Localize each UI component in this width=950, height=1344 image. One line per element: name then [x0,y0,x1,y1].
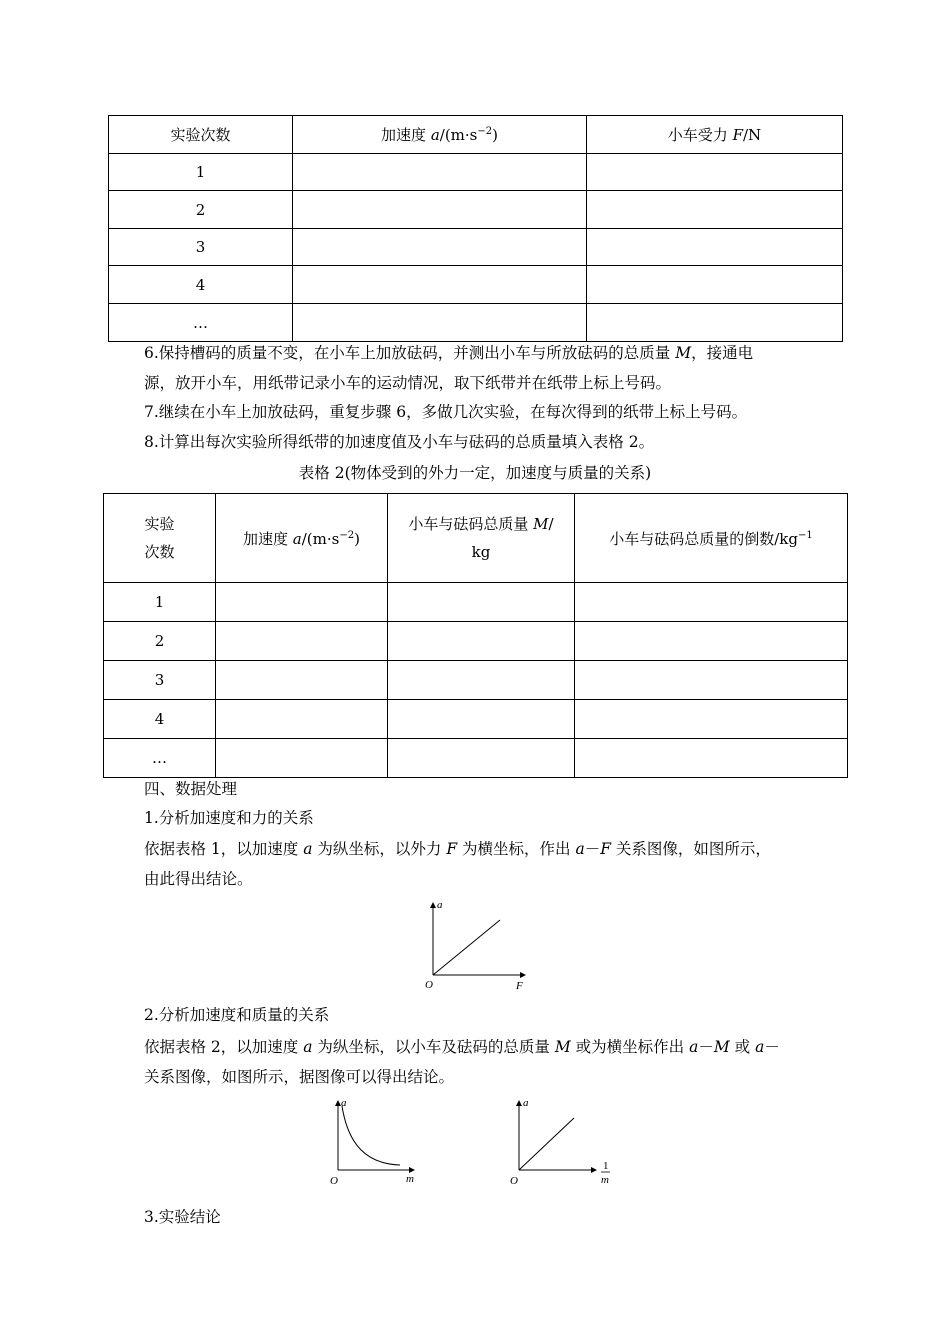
table-row: 2 [104,622,848,661]
table-row: … [109,304,843,342]
para-1-line-1: 依据表格 1，以加速度 a 为纵坐标，以外力 F 为横坐标，作出 a－F 关系图像，如图所示， [144,840,771,858]
table-row: 3 [104,661,848,700]
table-2-caption: 表格 2(物体受到的外力一定，加速度与质量的关系) [298,464,652,482]
subsection-2: 2.分析加速度和质量的关系 [144,1006,330,1024]
step-7: 7.继续在小车上加放砝码，重复步骤 6，多做几次实验，在每次得到的纸带上标上号码。 [144,403,748,421]
table-row: 3 [109,229,843,266]
origin-label: O [510,1175,518,1187]
x-label: m [406,1173,414,1185]
header-force: 小车受力 F/N [587,116,843,154]
y-label: a [523,1097,529,1109]
x-label-numerator: 1 [603,1160,609,1172]
origin-label: O [330,1175,338,1187]
header-acceleration: 加速度 $a/(m\cdot s^{-2})$ [293,116,587,154]
y-label: a [437,899,443,911]
subsection-3: 3.实验结论 [144,1208,221,1226]
table-header-row [109,116,843,154]
header-total-mass: 小车与砝码总质量 M/ kg [388,494,575,583]
section-title: 四、数据处理 [144,780,238,798]
plot-line [433,920,500,975]
step-8: 8.计算出每次实验所得纸带的加速度值及小车与砝码的总质量填入表格 2。 [144,433,655,451]
step-6-line-1: 6.保持槽码的质量不变，在小车上加放砝码，并测出小车与所放砝码的总质量 M，接通电 [144,344,754,362]
table-row: 4 [104,700,848,739]
table-row: 1 [104,583,848,622]
graph-a-vs-inverse-m [506,1096,618,1190]
table-1 [108,115,843,342]
graph-a-vs-m [326,1096,422,1190]
plot-line [519,1118,574,1170]
para-2-line-1: 依据表格 2，以加速度 a 为纵坐标，以小车及砝码的总质量 M 或为横坐标作出 a－M 或 a－ [144,1038,780,1056]
table-row: 1 [109,154,843,191]
header-acceleration: 加速度 $a/(m\cdot s^{-2})$ [216,494,388,583]
header-trial: 实验 次数 [104,494,216,583]
header-inverse-mass: 小车与砝码总质量的倒数$/kg^{-1}$ [575,494,848,583]
step-6-line-2: 源，放开小车，用纸带记录小车的运动情况，取下纸带并在纸带上标上号码。 [144,374,672,392]
header-trial: 实验次数 [109,116,293,154]
x-label-denominator: m [601,1174,609,1186]
table-row: 4 [109,266,843,304]
graph-a-vs-f [420,898,532,994]
table-row: … [104,739,848,778]
y-label: a [341,1097,347,1109]
subsection-1: 1.分析加速度和力的关系 [144,809,314,827]
table-row: 2 [109,191,843,229]
para-1-line-2: 由此得出结论。 [144,870,253,888]
table-header-row [104,494,848,583]
x-label: F [516,980,523,992]
table-2 [103,493,848,778]
plot-curve [342,1106,400,1165]
para-2-line-2: 关系图像，如图所示，据图像可以得出结论。 [144,1068,455,1086]
origin-label: O [425,979,433,991]
